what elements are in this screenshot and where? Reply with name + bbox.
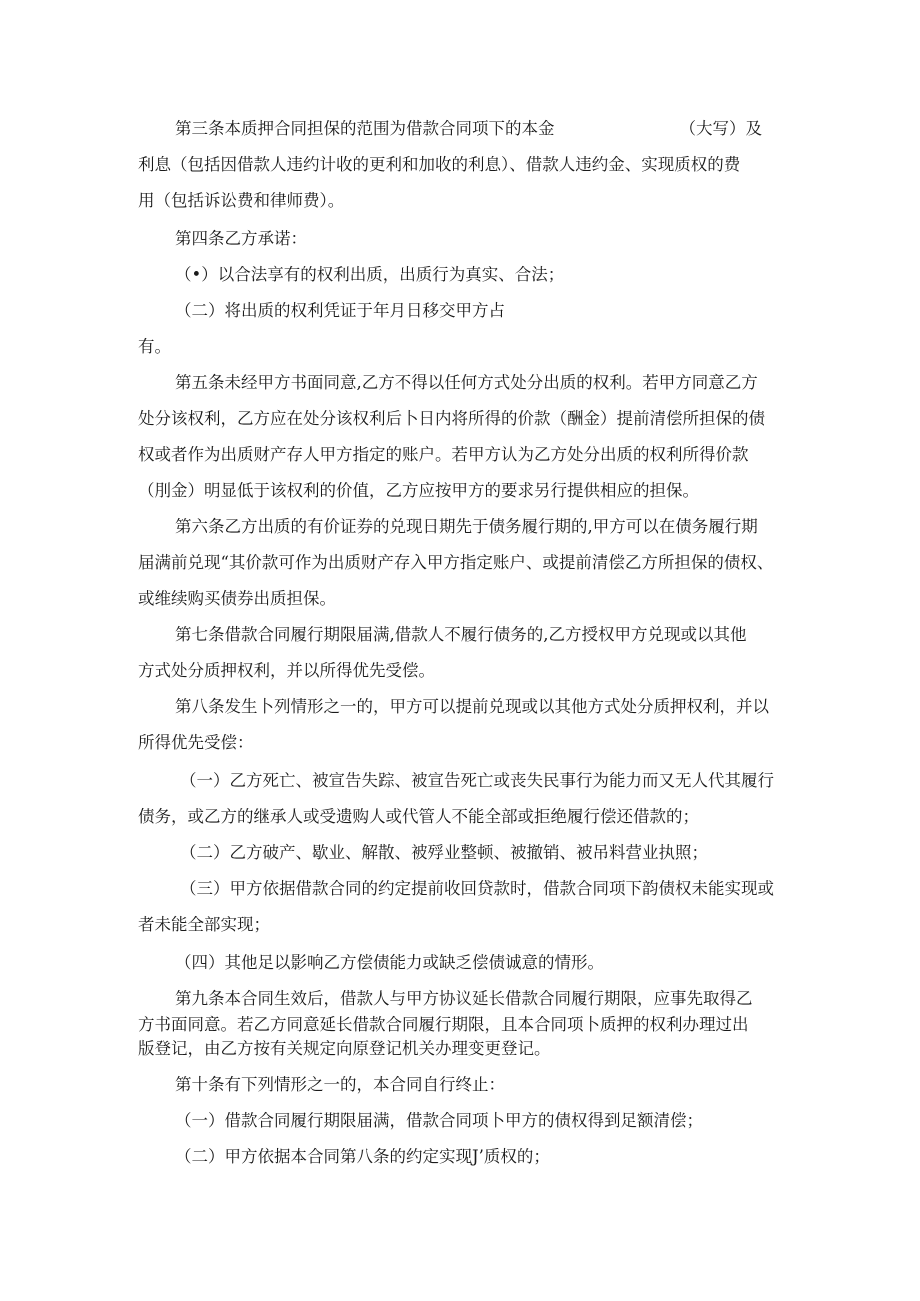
article-4-title: 第四条乙方承诺： (175, 229, 307, 248)
article-3-line-2: 利息（包括因借款人违约计收的更利和加收的利息）、借款人违约金、实现质权的费 (138, 155, 741, 174)
article-7-line-2: 方式处分质押权利，并以所得优先受偿。 (138, 661, 435, 680)
article-5-line-1: 第五条未经甲方书面同意,乙方不得以任何方式处分出质的权利。若甲方同意乙方 (175, 373, 758, 392)
article-9-line-2: 方书面同意。若乙方同意延长借款合同履行期限，且本合同项卜质押的权利办理过出 (138, 1015, 749, 1034)
article-10-title: 第十条有下列情形之一的，本合同自行终止： (175, 1075, 505, 1094)
article-8-item-1-cont: 债务，或乙方的继承人或受遗购人或代管人不能全部或拒绝履行偿还借款的； (138, 807, 699, 826)
article-10-item-2: （二）甲方依据本合同第八条的约定实现J’质权的； (175, 1147, 550, 1166)
article-8-item-2: （二）乙方破产、歇业、解散、被殍业整顿、被撤销、被吊料营业执照； (180, 843, 708, 862)
article-4-item-1: （•）以合法享有的权利出质，出质行为真实、合法； (175, 265, 565, 284)
article-6-line-3: 或维续购买债券出质担保。 (138, 589, 336, 608)
article-3-text: 第三条本质押合同担保的范围为借款合同项下的本金 (175, 119, 555, 138)
article-8-line-2: 所得优先受偿： (138, 733, 254, 752)
article-7-line-1: 第七条借款合同履行期限届满,借款人不履行债务的,乙方授权甲方兑现或以其他 (175, 625, 747, 644)
article-8-item-3: （三）甲方依据借款合同的约定提前收回贷款时，借款合同项下韵债权未能实现或 (180, 879, 774, 898)
article-6-line-1: 第六条乙方出质的有价证券的兑现日期先于债务履行期的,甲方可以在债务履行期 (175, 517, 758, 536)
article-10-item-1: （一）借款合同履行期限届满，借款合同项卜甲方的债权得到足额清偿； (175, 1111, 703, 1130)
article-9-line-3: 版登记，由乙方按有关规定向原登记机关办理变更登记。 (138, 1039, 551, 1058)
article-4-item-2: （二）将出质的权利凭证于年月日移交甲方占 (175, 301, 505, 320)
article-8-item-4: （四）其他足以影响乙方偿债能力或缺乏偿债诚意的情形。 (175, 953, 604, 972)
article-8-item-3-cont: 者未能全部实现； (138, 915, 270, 934)
article-5-line-2: 处分该权利，乙方应在处分该权利后卜日内将所得的价款（酬金）提前清偿所担保的债 (138, 409, 765, 428)
article-5-line-4: （刖金）明显低于该权利的价值，乙方应按甲方的要求另行提供相应的担保。 (138, 481, 699, 500)
article-8-item-1: （一）乙方死亡、被宣告失踪、被宣告死亡或丧失民事行为能力而又无人代其履行 (180, 771, 774, 790)
article-3-line-1 (175, 118, 762, 140)
article-3-line-3: 用（包括诉讼费和律师费）。 (138, 191, 345, 210)
article-8-line-1: 第八条发生卜列情形之一的，甲方可以提前兑现或以其他方式处分质押权利，并以 (175, 697, 769, 716)
article-4-item-2-cont: 有。 (138, 337, 171, 356)
article-5-line-3: 权或者作为出质财产存人甲方指定的账户。若甲方认为乙方处分出质的权利所得价款 (138, 445, 749, 464)
article-9-line-1: 第九条本合同生效后，借款人与甲方协议延长借款合同履行期限，应事先取得乙 (175, 989, 753, 1008)
article-3-capital-note: （大写）及 (679, 119, 762, 138)
article-6-line-2: 届满前兑现“其价款可作为出质财产存入甲方指定账户、或提前清偿乙方所担保的债权、 (138, 553, 774, 572)
